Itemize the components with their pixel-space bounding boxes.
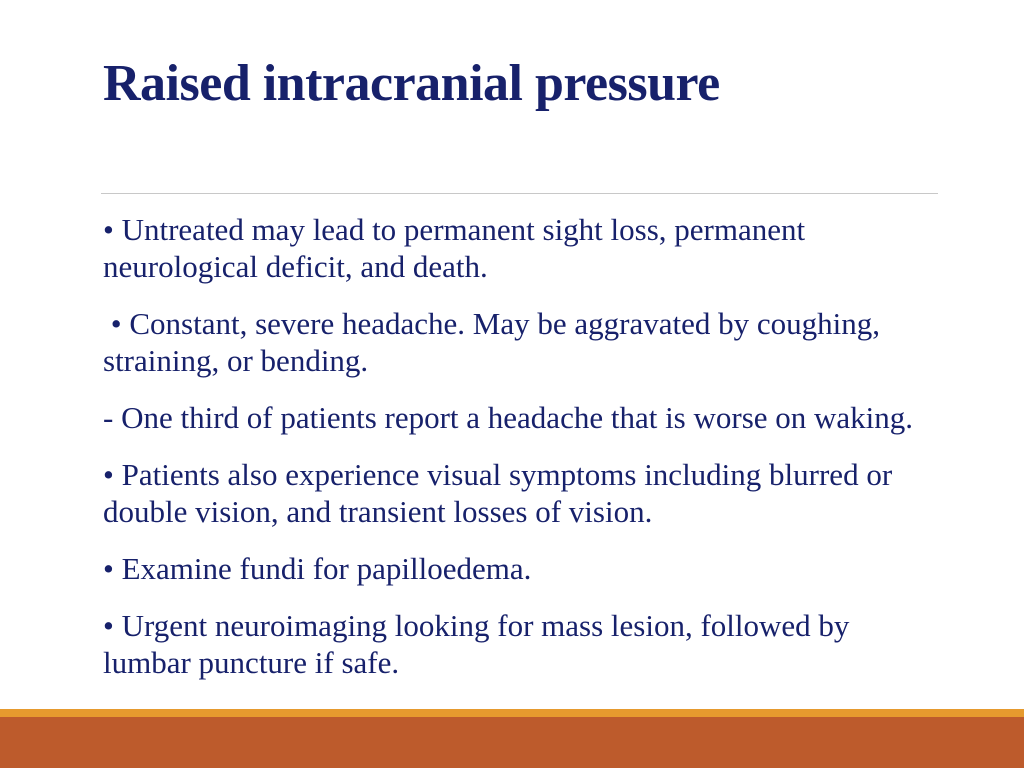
body-paragraph-2: • Constant, severe headache. May be aggravated by coughing, straining, or bending. [103, 306, 888, 378]
slide-title: Raised intracranial pressure [103, 55, 720, 112]
body-paragraph-3: - One third of patients report a headache that is worse on waking. [103, 400, 914, 435]
footer-band-bottom [0, 717, 1024, 768]
body-paragraph-5: • Examine fundi for papilloedema. [103, 551, 532, 586]
body-paragraph-6: • Urgent neuroimaging looking for mass lesion, followed by lumbar puncture if safe. [103, 608, 850, 680]
slide-body [103, 211, 943, 701]
body-paragraph-1: • Untreated may lead to permanent sight loss, permanent neurological deficit, and death. [103, 212, 806, 284]
footer-band-top [0, 709, 1024, 717]
title-divider [101, 193, 938, 194]
body-paragraph-4: • Patients also experience visual symptoms including blurred or double vision, and transient losses of vision. [103, 457, 893, 529]
